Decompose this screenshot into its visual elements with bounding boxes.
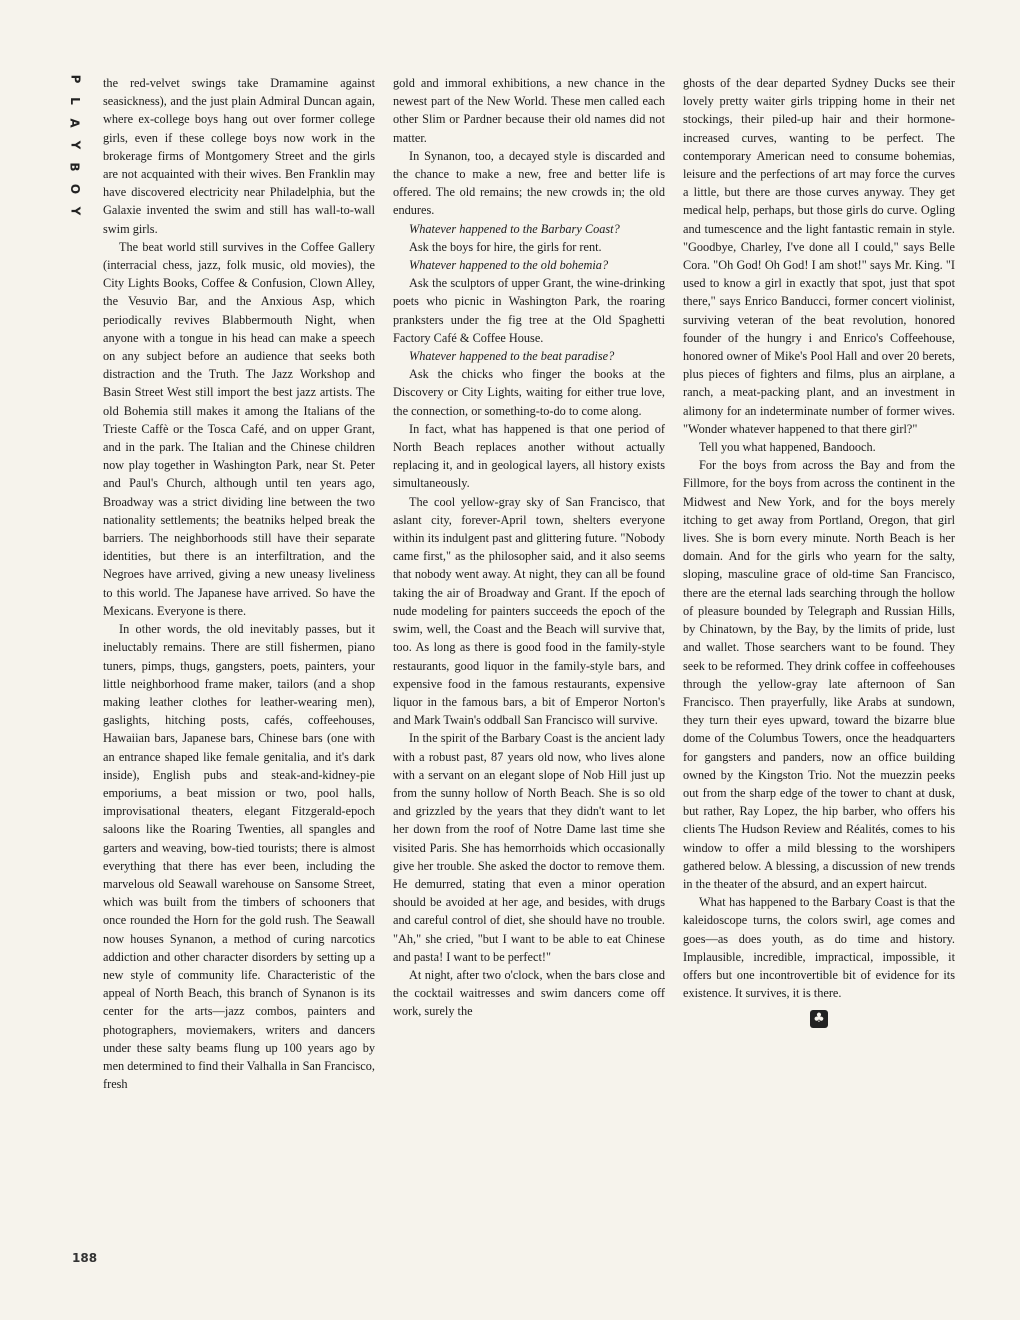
magazine-letter: Y	[67, 140, 82, 150]
paragraph: For the boys from across the Bay and from the Fillmore, for the boys from across the continent in the Midwest and New York, and for the boys merely itching to get away from Portland, Oregon, that girl lives. She is born every minute. North Beach is her domain. And for the girls who yearn for the salty, sloping, masculine grace of old-time San Francisco, there are the eternal lads searching through the hollow of pleasure bounded by Telegraph and Russian Hills, by Chinatown, by the Bay, by the limits of pride, lust and wallet. Those searchers want to be found. They seek to be reformed. They drink coffee in coffeehouses through the yellow-gray late afternoon of San Francisco. Then prayerfully, like Arabs at sundown, they turn their eyes upward, toward the bizarre blue dome of the Columbus Towers, once the headquarters for gangsters and panders, now an office building owned by the Kingston Trio. Not the muezzin peeks out from the sharp edge of the tower to chant at dusk, but rather, Ray Lopez, the hip barber, who offers his clients The Hudson Review and Réalités, comes to his window to offer a mild blessing to the worshipers gathered below. A blessing, a discussion of new trends in the theater of the absurd, and an expert haircut.	[683, 458, 955, 891]
magazine-letter: Y	[67, 206, 82, 216]
paragraph: What has happened to the Barbary Coast is that the kaleidoscope turns, the colors swirl, age comes and goes—as does youth, as do time and history. Implausible, incredible, impractical, impossible, it offers but one incontrovertible bit of evidence for its existence. It survives, it is there.	[683, 895, 955, 1001]
paragraph: At night, after two o'clock, when the bars close and the cocktail waitresses and swim dancers come off work, surely the	[393, 967, 665, 1019]
magazine-letter: O	[67, 183, 82, 195]
magazine-name-vertical	[64, 70, 86, 220]
paragraph: The beat world still survives in the Coffee Gallery (interracial chess, jazz, folk music, old movies), the City Lights Books, Coffee & Confusion, Clown Alley, the Vesuvio Bar, and the Anxious Asp, which periodically revives Blabbermouth Night, when anyone with a tongue in his head can make a speech on any subject before an audience that seeks both distraction and the Truth. The Jazz Workshop and Basin Street West still import the best jazz artists. The old Bohemia still makes it among the Italians of the Trieste Caffè or the Tosca Café, and on upper Grant, and in the park. The Italian and the Chinese children now play together in Washington Park, near St. Peter and Paul's Church, although until ten years ago, Broadway was a strict dividing line between the two nationality settlements; the beatniks helped break the barriers. The neighborhoods still have their separate identities, but there is an interfiltration, and the Negroes have arrived, giving a new uneasy liveliness to this world. The Japanese have arrived. So have the Mexicans. Everyone is there.	[103, 239, 375, 618]
subhead-question: Whatever happened to the beat paradise?	[409, 349, 615, 364]
magazine-letter: P	[67, 74, 82, 84]
paragraph: In Synanon, too, a decayed style is discarded and the chance to make a new, free and better life is offered. The old remains; the new crowds in; the old endures.	[393, 148, 665, 218]
text-column-1	[103, 74, 375, 1093]
magazine-letter: L	[68, 97, 82, 105]
magazine-letter: A	[67, 118, 82, 128]
paragraph: Ask the sculptors of upper Grant, the wine-drinking poets who picnic in Washington Park, the roaring pranksters under the fig tree at the Old Spaghetti Factory Café & Coffee House.	[393, 276, 665, 345]
page-number: 188	[72, 1251, 98, 1265]
paragraph: gold and immoral exhibitions, a new chance in the newest part of the New World. These men called each other Slim or Pardner because their old names did not matter.	[393, 76, 665, 145]
paragraph: Ask the boys for hire, the girls for rent.	[409, 239, 602, 254]
paragraph: Tell you what happened, Bandooch.	[699, 440, 876, 455]
text-column-3	[683, 74, 955, 1028]
paragraph: In the spirit of the Barbary Coast is the ancient lady with a robust past, 87 years old now, who lives alone with a servant on an elegant slope of Nob Hill just up from the sunny hollow of North Beach. She is so old and grizzled by the years that they didn't want to let her down from the roof of Notre Dame last time she visited Paris. She has hemorrhoids which occasionally give her trouble. She asked the doctor to remove them. He demurred, stating that even a minor operation should be avoided at her age, and besides, with drugs and careful control of diet, she should have no trouble. "Ah," she cried, "but I want to be able to eat Chinese and pasta! I want to be perfect!"	[393, 731, 665, 964]
paragraph: In fact, what has happened is that one period of North Beach replaces another without actually replacing it, and in geological layers, all history exists simultaneously.	[393, 421, 665, 491]
paragraph: Ask the chicks who finger the books at the Discovery or City Lights, waiting for either true love, the connection, or something-to-do to come along.	[393, 367, 665, 418]
paragraph: ghosts of the dear departed Sydney Ducks see their lovely pretty waiter girls tripping home in their net stockings, their piled-up hair and their hormone-increased curves, wanting to be perfect. The contemporary American need to consume bohemias, leisure and the perfections of art may force the curves a little, but there are those curves anyway. They get medical help, perhaps, but those girls do curve. Ogling and tumescence and the light fantastic remain in style. "Goodbye, Charley, I've done all I could," says Belle Cora. "Oh God! Oh God! I am shot!" says Mr. King. "I used to know a girl in exactly that spot, just that spot there," says Enrico Banducci, former concert violinist, surviving veteran of the beat revolution, honored founder of the hungry i and Enrico's Coffeehouse, honored owner of Mike's Pool Hall and over 20 berets, plus pieces of fighters and films, plus an airplane, a ranch, a meat-packing plant, and an investment in alimony for an indeterminate number of former wives. "Wonder whatever happened to that there girl?"	[683, 76, 955, 436]
bunny-end-mark-icon: ♣	[810, 1010, 828, 1028]
text-column-2	[393, 74, 665, 1021]
subhead-question: Whatever happened to the old bohemia?	[409, 258, 609, 273]
magazine-letter: B	[68, 162, 82, 172]
paragraph: In other words, the old inevitably passes, but it ineluctably remains. There are still fishermen, piano tuners, pimps, thugs, gangsters, poets, painters, your little neighborhood frame maker, tailors (and a shop making leather clothes for leather-wearing men), gaslights, hitching posts, cafés, coffeehouses, Hawaiian bars, Japanese bars, Chinese bars (one with an entrance shaped like female genitalia, and it's dark inside), English pubs and steak-and-kidney-pie emporiums, a beat mission or two, pool halls, improvisational theaters, elegant Fitzgerald-epoch saloons like the Roaring Twenties, all spangles and garters and weaving, bow-tied tourists; there is almost everything that there has ever been, including the marvelous old Seawall warehouse on Sansome Street, which was built from the timbers of schooners that once rounded the Horn for the gold rush. The Seawall now houses Synanon, a method of curing narcotics addiction and other character disorders by setting up a new style of community life. Characteristic of the appeal of North Beach, this branch of Synanon is its center for the arts—jazz combos, painters and photographers, moviemakers, writers and dancers under these salty beams flung up 100 years ago by men determined to find their Valhalla in San Francisco, fresh	[103, 622, 375, 1092]
subhead-question: Whatever happened to the Barbary Coast?	[409, 221, 620, 236]
paragraph: The cool yellow-gray sky of San Francisco, that aslant city, forever-April town, shelters everyone within its indulgent past and glittering future. "Nobody came first," as the philosopher said, and it also seems that nobody went away. At night, they can all be found taking the air of Broadway and Grant. If the epoch of nude modeling for painters succeeds the epoch of the swim, well, the Coast and the Beach will survive that, too. As long as there is good food in the family-style restaurants, good liquor in the family-style bars, and expensive food in the famous restaurants, expensive liquor in the famous bars, a bit of Emperor Norton's and Mark Twain's oddball San Francisco will survive.	[393, 494, 665, 728]
paragraph: the red-velvet swings take Dramamine against seasickness), and the just plain Admiral Duncan again, where ex-college boys hang out over former college girls, even if these college boys now work in the brokerage firms of Montgomery Street and the girls are not acquainted with their wives. Ben Franklin may have discovered electricity near Philadelphia, but the Galaxie invented the swim and still has wall-to-wall swim girls.	[103, 76, 375, 236]
